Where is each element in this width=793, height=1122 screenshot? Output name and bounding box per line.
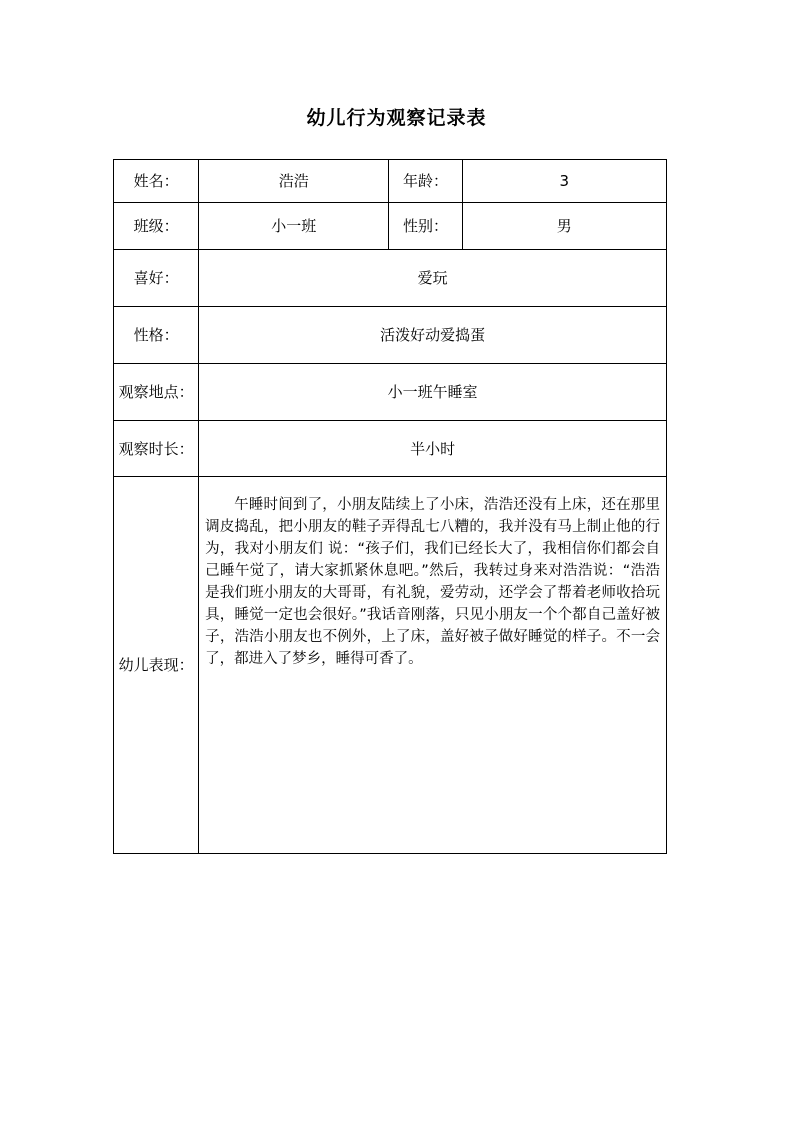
- table-row: [114, 477, 667, 854]
- observation-record-table: [113, 159, 667, 854]
- table-row: [114, 307, 667, 364]
- page-title: 幼儿行为观察记录表: [306, 107, 487, 129]
- table-row: [114, 203, 667, 250]
- location-label: 观察地点：: [114, 364, 199, 421]
- hobby-label: 喜好：: [114, 250, 199, 307]
- location-value: 小一班午睡室: [199, 364, 667, 421]
- gender-value: 男: [462, 203, 666, 250]
- age-label: 年龄：: [389, 160, 462, 203]
- age-value: 3: [462, 160, 666, 203]
- personality-value: 活泼好动爱捣蛋: [199, 307, 667, 364]
- behavior-narrative: 午睡时间到了，小朋友陆续上了小床，浩浩还没有上床，还在那里调皮捣乱，把小朋友的鞋子弄得乱七八糟的，我并没有马上制止他的行为，我对小朋友们 说：“孩子们，我们已经长大了，我相信你们都会自己睡午觉了，请大家抓紧休息吧。”然后，我转过身来对浩浩说：“浩浩是我们班小朋友的大哥哥，有礼貌，爱劳动，还学会了帮着老师收拾玩具，睡觉一定也会很好。”我话音刚落，只见小朋友一个个都自己盖好被子，浩浩小朋友也不例外，上了床，盖好被子做好睡觉的样子。不一会了，都进入了梦乡，睡得可香了。: [199, 477, 667, 854]
- duration-label: 观察时长：: [114, 421, 199, 477]
- behavior-label: 幼儿表现：: [114, 477, 199, 854]
- table-row: [114, 421, 667, 477]
- table-row: [114, 364, 667, 421]
- personality-label: 性格：: [114, 307, 199, 364]
- class-value: 小一班: [199, 203, 389, 250]
- table-row: [114, 250, 667, 307]
- gender-label: 性别：: [389, 203, 462, 250]
- class-label: 班级：: [114, 203, 199, 250]
- table-row: [114, 160, 667, 203]
- name-value: 浩浩: [199, 160, 389, 203]
- hobby-value: 爱玩: [199, 250, 667, 307]
- name-label: 姓名：: [114, 160, 199, 203]
- duration-value: 半小时: [199, 421, 667, 477]
